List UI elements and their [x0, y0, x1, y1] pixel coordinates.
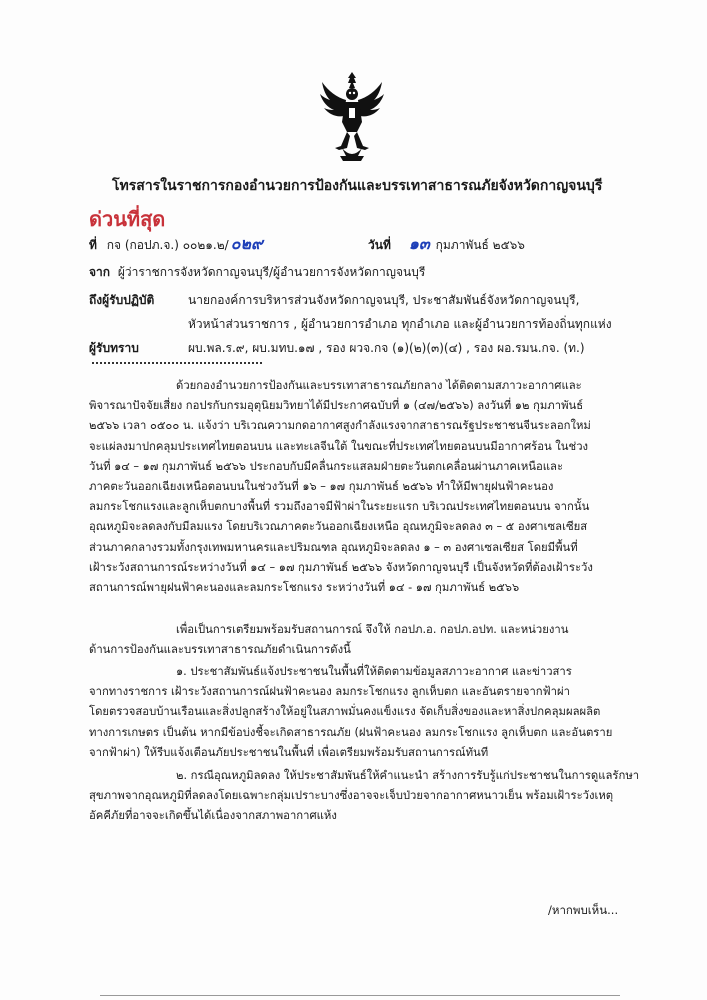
- paragraph-line: ลมกระโชกแรงและลูกเห็บตกบางพื้นที่ รวมถึงอาจมีฟ้าผ่าในระยะแรก บริเวณประเทศไทยตอนบน จากนั้น: [89, 500, 590, 514]
- reference-label: ที่: [89, 238, 97, 252]
- body-paragraph-1: [89, 376, 593, 598]
- page-bottom-line: [100, 995, 620, 996]
- separator-dots: [92, 362, 262, 364]
- paragraph-line: จากทางราชการ เฝ้าระวังสถานการณ์ฝนฟ้าคะนอง ลมกระโชกแรง ลูกเห็บตก และอันตรายจากฟ้าผ่า: [89, 685, 570, 699]
- body-paragraph-2: [89, 620, 568, 660]
- paragraph-line: ส่วนภาคกลางรวมทั้งกรุงเทพมหานครและปริมณฑล อุณหภูมิจะลดลง ๑ – ๓ องศาเซลเซียส โดยมีพื้นที่: [89, 540, 578, 554]
- reference-number: [89, 232, 263, 257]
- date-handwritten: ๑๓: [408, 234, 430, 253]
- from-value: ผู้ว่าราชการจังหวัดกาญจนบุรี/ผู้อำนวยการจังหวัดกาญจนบุรี: [117, 265, 426, 279]
- paragraph-line: สุขภาพจากอุณหภูมิที่ลดลงโดยเฉพาะกลุ่มเปราะบางซึ่งอาจจะเจ็บป่วยจากอากาศหนาวเย็น พร้อมเฝ้าระวังเหตุ: [89, 789, 614, 803]
- paragraph-line: ภาคตะวันออกเฉียงเหนือตอนบนในช่วงวันที่ ๑๖ – ๑๗ กุมภาพันธ์ ๒๕๖๖ ทำให้มีพายุฝนฟ้าคะนอง: [89, 480, 554, 494]
- paragraph-line: เพื่อเป็นการเตรียมพร้อมรับสถานการณ์ จึงให้ กอปภ.อ. กอปภ.อปท. และหน่วยงาน: [176, 623, 569, 636]
- paragraph-line: จากฟ้าผ่า) ให้รีบแจ้งเตือนภัยประชาชนในพื้นที่ เพื่อเตรียมพร้อมรับสถานการณ์ทันที: [89, 745, 489, 759]
- date-value: กุมภาพันธ์ ๒๕๖๖: [435, 238, 525, 252]
- paragraph-line: พิจารณาปัจจัยเสี่ยง กอปรกับกรมอุตุนิยมวิทยาได้มีประกาศฉบับที่ ๑ (๔๗/๒๕๖๖) ลงวันที่ ๑๒ กุมภาพันธ์: [89, 399, 584, 413]
- memo-title: โทรสารในราชการกองอำนวยการป้องกันและบรรเทาสาธารณภัยจังหวัดกาญจนบุรี: [112, 178, 603, 194]
- paragraph-line: ด้วยกองอำนวยการป้องกันและบรรเทาสาธารณภัยกลาง ได้ติดตามสภาวะอากาศและ: [176, 379, 582, 392]
- paragraph-line: โดยตรวจสอบบ้านเรือนและสิ่งปลูกสร้างให้อยู่ในสภาพมั่นคงแข็งแรง จัดเก็บสิ่งของและหาสิ่งปกคลุมผลผลิต: [89, 705, 601, 719]
- paragraph-line: ทางการเกษตร เป็นต้น หากมีข้อบ่งชี้จะเกิดสาธารณภัย (ฝนฟ้าคะนอง ลมกระโชกแรง ลูกเห็บตก และอันตราย: [89, 725, 613, 739]
- date-line: [368, 232, 525, 257]
- paragraph-line: ด้านการป้องกันและบรรเทาสาธารณภัยดำเนินการดังนี้: [89, 643, 351, 657]
- date-label: วันที่: [368, 238, 391, 252]
- paragraph-line: อัคคีภัยที่อาจจะเกิดขึ้นได้เนื่องจากสภาพอากาศแห้ง: [89, 809, 337, 823]
- body-item-2: [89, 766, 639, 827]
- body-item-1: [89, 662, 612, 763]
- cc-label: ผู้รับทราบ: [89, 341, 139, 355]
- from-label: จาก: [89, 265, 111, 279]
- reference-value: กจ (กอปภ.จ.) ๐๐๒๑.๒/: [106, 238, 229, 252]
- continuation-marker: /หากพบเห็น...: [548, 903, 619, 917]
- paragraph-line: อุณหภูมิจะลดลงกับมีลมแรง โดยบริเวณภาคตะวันออกเฉียงเหนือ อุณหภูมิจะลดลง ๓ – ๕ องศาเซลเซียส: [89, 520, 588, 534]
- garuda-emblem-icon: [318, 70, 386, 162]
- urgency-stamp: ด่วนที่สุด: [89, 207, 166, 231]
- paragraph-line: จะแผ่ลงมาปกคลุมประเทศไทยตอนบน และทะเลจีนใต้ ในขณะที่ประเทศไทยตอนบนมีอากาศร้อน ในช่วง: [89, 439, 589, 453]
- reference-handwritten: ๐๒๙: [230, 234, 263, 253]
- from-line: [89, 263, 425, 282]
- cc-value: ผบ.พล.ร.๙, ผบ.มทบ.๑๗ , รอง ผวจ.กจ (๑)(๒)(๓)(๔) , รอง ผอ.รมน.กจ. (ท.): [188, 341, 585, 355]
- paragraph-line: ๒๕๖๖ เวลา ๐๕๐๐ น. แจ้งว่า บริเวณความกดอากาศสูงกำลังแรงจากสาธารณรัฐประชาชนจีนระลอกใหม่: [89, 419, 591, 433]
- to-line-2: หัวหน้าส่วนราชการ , ผู้อำนวยการอำเภอ ทุกอำเภอ และผู้อำนวยการท้องถิ่นทุกแห่ง: [188, 317, 612, 331]
- to-line-1: นายกองค์การบริหารส่วนจังหวัดกาญจนบุรี, ประชาสัมพันธ์จังหวัดกาญจนบุรี,: [188, 293, 580, 307]
- paragraph-line: เฝ้าระวังสถานการณ์ระหว่างวันที่ ๑๔ – ๑๗ กุมภาพันธ์ ๒๕๖๖ จังหวัดกาญจนบุรี เป็นจังหวัดที่ต้องเฝ้าระวัง: [89, 560, 593, 574]
- to-label: ถึงผู้รับปฏิบัติ: [89, 293, 155, 307]
- paragraph-line: สถานการณ์พายุฝนฟ้าคะนองและลมกระโชกแรง ระหว่างวันที่ ๑๔ - ๑๗ กุมภาพันธ์ ๒๕๖๖: [89, 581, 520, 595]
- paragraph-line: ๑. ประชาสัมพันธ์แจ้งประชาชนในพื้นที่ให้ติดตามข้อมูลสภาวะอากาศ และข่าวสาร: [176, 665, 572, 678]
- paragraph-line: ๒. กรณีอุณหภูมิลดลง ให้ประชาสัมพันธ์ให้คำแนะนำ สร้างการรับรู้แก่ประชาชนในการดูแลรักษา: [176, 769, 640, 782]
- paragraph-line: วันที่ ๑๔ – ๑๗ กุมภาพันธ์ ๒๕๖๖ ประกอบกับมีคลื่นกระแสลมฝ่ายตะวันตกเคลื่อนผ่านภาคเหนือและ: [89, 459, 564, 473]
